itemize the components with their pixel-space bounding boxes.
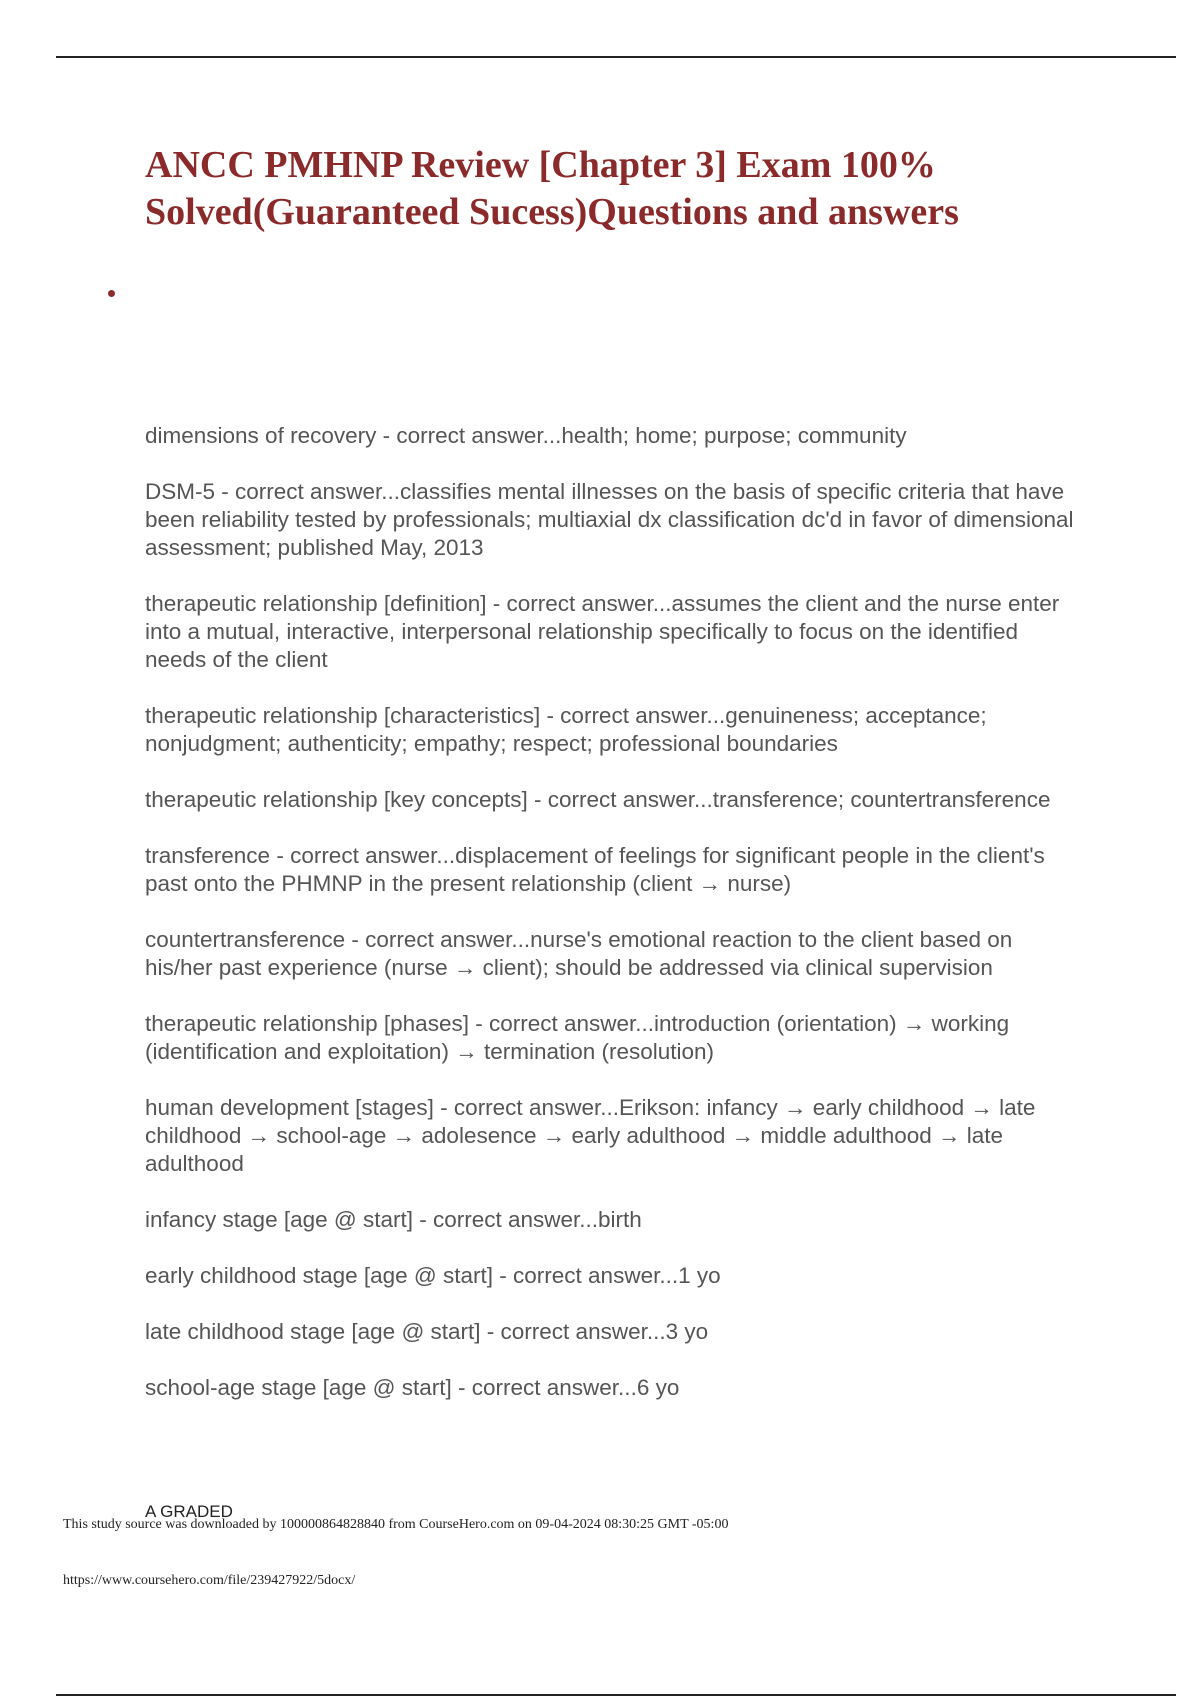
qa-item: school-age stage [age @ start] - correct answer...6 yo [145, 1375, 680, 1400]
qa-item: dimensions of recovery - correct answer...health; home; purpose; community [145, 423, 907, 448]
qa-item: therapeutic relationship [phases] - correct answer...introduction (orientation) → working (identification and exploitation) → termination (resolution) [145, 1011, 1010, 1064]
qa-item: early childhood stage [age @ start] - correct answer...1 yo [145, 1263, 721, 1288]
download-note: This study source was downloaded by 100000864828840 from CourseHero.com on 09-04-2024 08:30:25 GMT -05:00 [63, 1517, 729, 1532]
qa-item: late childhood stage [age @ start] - correct answer...3 yo [145, 1319, 709, 1344]
source-url-link[interactable]: https://www.coursehero.com/file/239427922/5docx/ [63, 1573, 356, 1588]
qa-item: DSM-5 - correct answer...classifies mental illnesses on the basis of specific criteria that have been reliability tested by professionals; multiaxial dx classification dc'd in favor of dimensional assessment; published May, 2013 [145, 479, 1074, 560]
top-rule [56, 56, 1176, 58]
qa-item: human development [stages] - correct answer...Erikson: infancy → early childhood → late childhood → school-age → adolesence → early adulthood → middle adulthood → late adulthood [145, 1095, 1036, 1176]
document-title: ANCC PMHNP Review [Chapter 3] Exam 100% Solved(Guaranteed Sucess)Questions and answers [145, 144, 959, 233]
qa-item: transference - correct answer...displacement of feelings for significant people in the client's past onto the PHMNP in the present relationship (client → nurse) [145, 843, 1045, 896]
bottom-rule [56, 1694, 1176, 1696]
qa-item: countertransference - correct answer...nurse's emotional reaction to the client based on his/her past experience (nurse → client); should be addressed via clinical supervision [145, 927, 1013, 980]
qa-item: therapeutic relationship [characteristics] - correct answer...genuineness; acceptance; nonjudgment; authenticity; empathy; respect; professional boundaries [145, 703, 987, 756]
bullet-marker [108, 290, 115, 297]
qa-item: therapeutic relationship [key concepts] - correct answer...transference; countertransference [145, 787, 1051, 812]
qa-item: infancy stage [age @ start] - correct answer...birth [145, 1207, 642, 1232]
qa-list [145, 422, 1085, 1430]
qa-item: therapeutic relationship [definition] - correct answer...assumes the client and the nurse enter into a mutual, interactive, interpersonal relationship specifically to focus on the identified needs of the client [145, 591, 1060, 672]
grade-label: A GRADED [145, 1502, 233, 1521]
